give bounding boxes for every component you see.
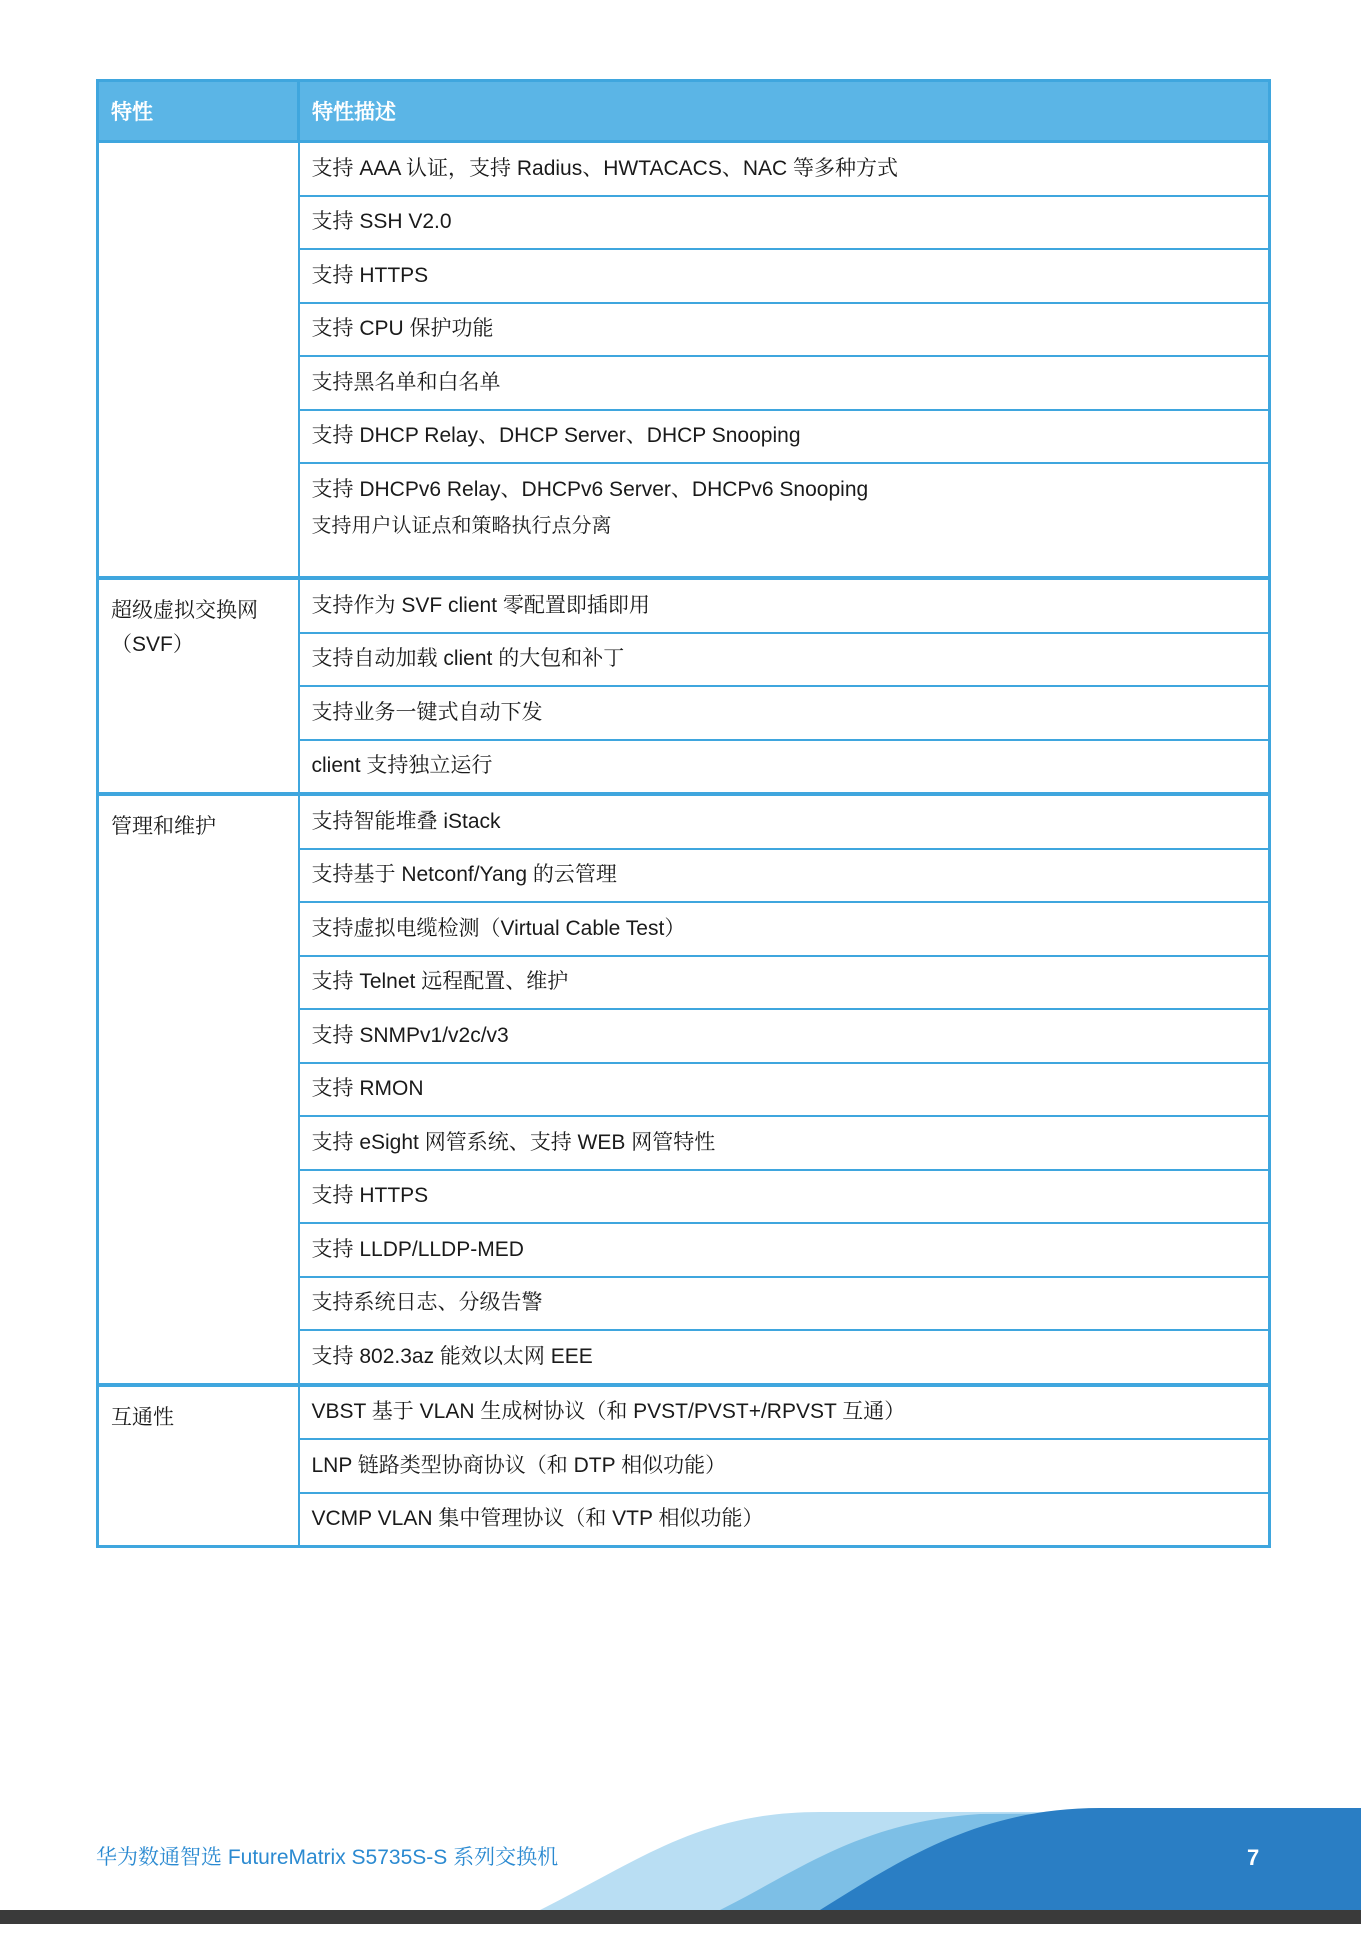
feature-cell-security	[98, 142, 299, 579]
desc-cell: 支持 CPU 保护功能	[299, 303, 1270, 357]
desc-cell: 支持 AAA 认证，支持 Radius、HWTACACS、NAC 等多种方式	[299, 142, 1270, 196]
desc-cell: 支持 Telnet 远程配置、维护	[299, 956, 1270, 1010]
desc-cell: 支持 LLDP/LLDP-MED	[299, 1223, 1270, 1277]
desc-cell: 支持系统日志、分级告警	[299, 1277, 1270, 1331]
desc-cell: 支持业务一键式自动下发	[299, 686, 1270, 740]
desc-cell: 支持作为 SVF client 零配置即插即用	[299, 578, 1270, 633]
desc-cell: 支持虚拟电缆检测（Virtual Cable Test）	[299, 902, 1270, 956]
desc-cell: VBST 基于 VLAN 生成树协议（和 PVST/PVST+/RPVST 互通）	[299, 1385, 1270, 1440]
desc-cell: client 支持独立运行	[299, 740, 1270, 795]
desc-cell-double	[299, 463, 1270, 578]
feature-cell-interop: 互通性	[98, 1385, 299, 1547]
desc-cell: LNP 链路类型协商协议（和 DTP 相似功能）	[299, 1439, 1270, 1493]
page-number: 7	[1247, 1845, 1260, 1870]
desc-cell: 支持 eSight 网管系统、支持 WEB 网管特性	[299, 1116, 1270, 1170]
feature-cell-svf	[98, 578, 299, 794]
desc-cell: 支持基于 Netconf/Yang 的云管理	[299, 849, 1270, 903]
desc-cell: 支持 802.3az 能效以太网 EEE	[299, 1330, 1270, 1385]
desc-cell: 支持 HTTPS	[299, 1170, 1270, 1224]
desc-cell: VCMP VLAN 集中管理协议（和 VTP 相似功能）	[299, 1493, 1270, 1547]
desc-cell: 支持 RMON	[299, 1063, 1270, 1117]
table-row	[98, 578, 1270, 633]
desc-cell: 支持黑名单和白名单	[299, 356, 1270, 410]
table-header-row	[98, 81, 1270, 142]
header-feature: 特性	[98, 81, 299, 142]
spec-table	[96, 79, 1271, 1548]
table-row	[98, 794, 1270, 849]
desc-cell: 支持智能堆叠 iStack	[299, 794, 1270, 849]
desc-line: 支持 DHCPv6 Relay、DHCPv6 Server、DHCPv6 Snooping	[311, 478, 869, 501]
feature-label-line: 超级虚拟交换网	[111, 599, 258, 622]
feature-cell-management: 管理和维护	[98, 794, 299, 1385]
table-row	[98, 1385, 1270, 1440]
feature-label-line: （SVF）	[111, 633, 194, 656]
desc-cell: 支持 SSH V2.0	[299, 196, 1270, 250]
footer-wave-decoration	[0, 1800, 1361, 1950]
desc-cell: 支持自动加载 client 的大包和补丁	[299, 633, 1270, 687]
footer-title: 华为数通智选 FutureMatrix S5735S-S 系列交换机	[96, 1846, 559, 1869]
table-row	[98, 142, 1270, 196]
header-description: 特性描述	[299, 81, 1270, 142]
bottom-bar	[0, 1910, 1361, 1924]
desc-cell: 支持 DHCP Relay、DHCP Server、DHCP Snooping	[299, 410, 1270, 464]
desc-line: 支持用户认证点和策略执行点分离	[311, 515, 612, 537]
desc-cell: 支持 SNMPv1/v2c/v3	[299, 1009, 1270, 1063]
desc-cell: 支持 HTTPS	[299, 249, 1270, 303]
